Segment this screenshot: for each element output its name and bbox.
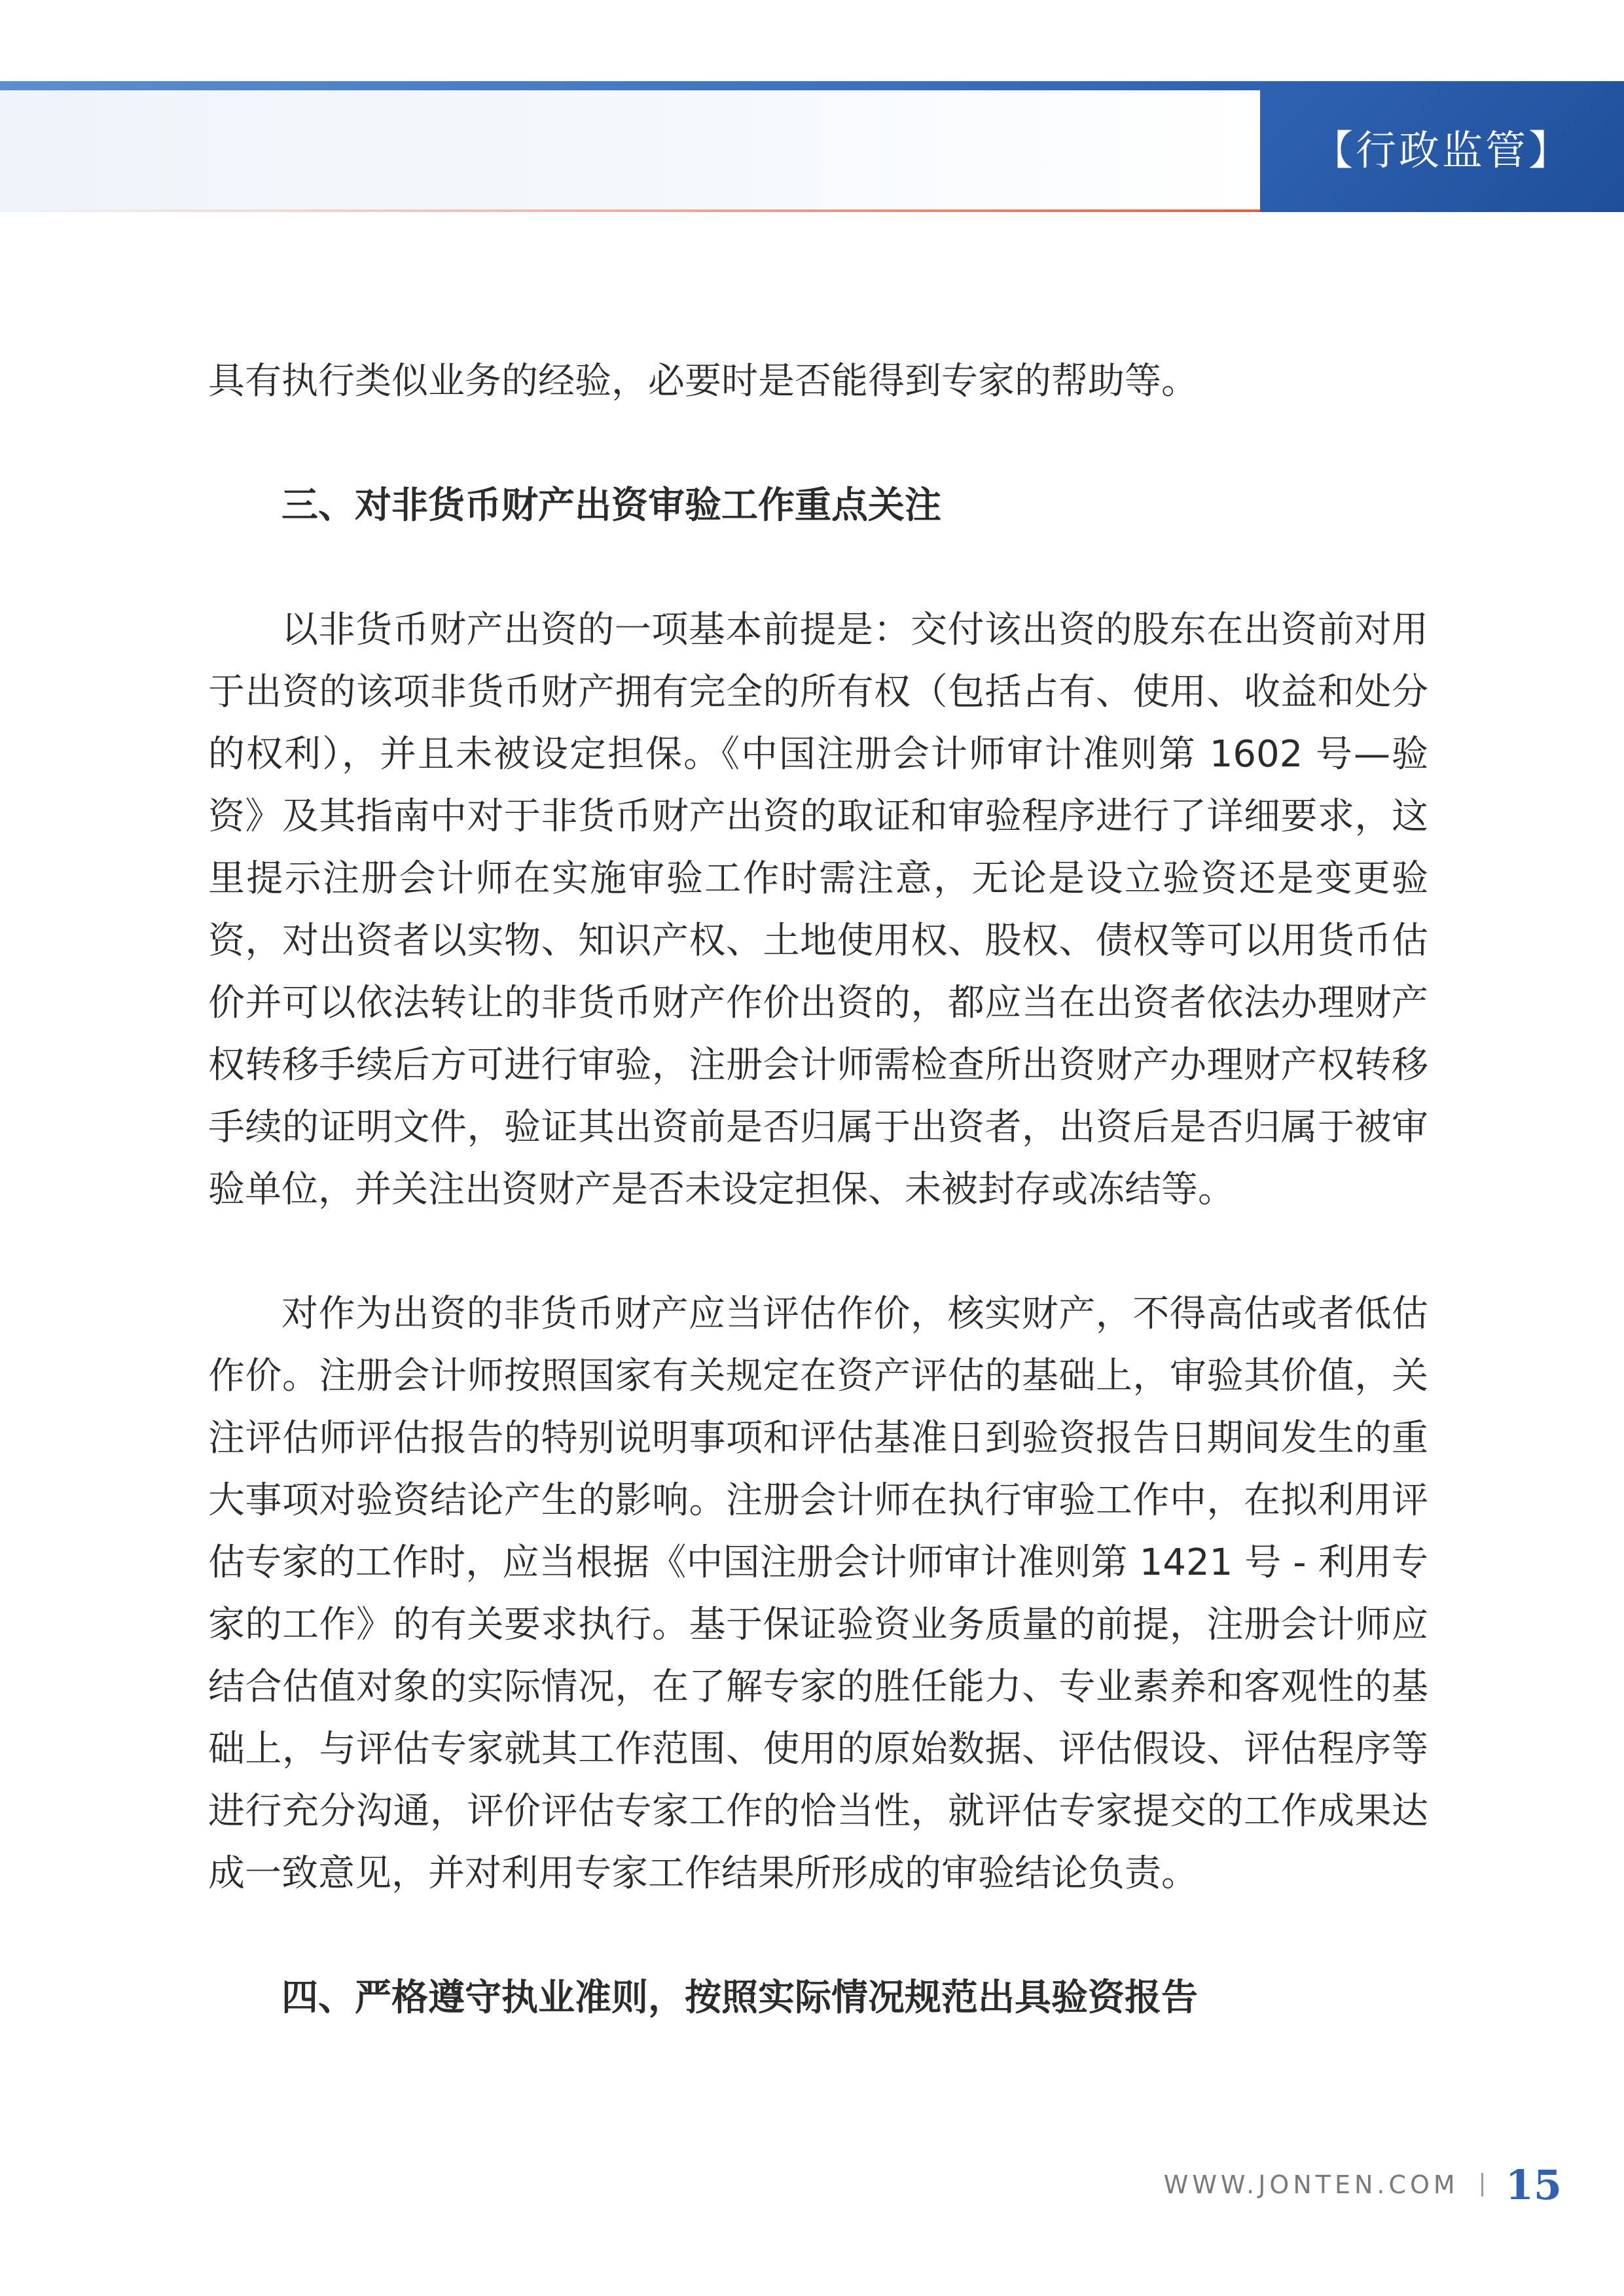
article-body [208,350,1428,2029]
section-tag-label: 【行政监管】 [1312,126,1572,174]
header-band [0,81,1260,212]
page-number: 15 [1505,2161,1562,2209]
footer-url: WWW.JONTEN.COM [1163,2170,1459,2199]
paragraph-2: 对作为出资的非货币财产应当评估作价，核实财产，不得高估或者低估作价。注册会计师按照国家有关规定在资产评估的基础上，审验其价值，关注评估师评估报告的特别说明事项和评估基准日到验资报告日期间发生的重大事项对验资结论产生的影响。注册会计师在执行审验工作中，在拟利用评估专家的工作时，应当根据《中国注册会计师审计准则第 1421 号 - 利用专家的工作》的有关要求执行。基于保证验资业务质量的前提，注册会计师应结合估值对象的实际情况，在了解专家的胜任能力、专业素养和客观性的基础上，与评估专家就其工作范围、使用的原始数据、评估假设、评估程序等进行充分沟通，评价评估专家工作的恰当性，就评估专家提交的工作成果达成一致意见，并对利用专家工作结果所形成的审验结论负责。 [208,1293,1428,1895]
paragraph-1: 以非货币财产出资的一项基本前提是：交付该出资的股东在出资前对用于出资的该项非货币财产拥有完全的所有权（包括占有、使用、收益和处分的权利），并且未被设定担保。《中国注册会计师审计准则第 1602 号—验资》及其指南中对于非货币财产出资的取证和审验程序进行了详细要求，这里提示注册会计师在实施审验工作时需注意，无论是设立验资还是变更验资，对出资者以实物、知识产权、土地使用权、股权、债权等可以用货币估价并可以依法转让的非货币财产作价出资的，都应当在出资者依法办理财产权转移手续后方可进行审验，注册会计师需检查所出资财产办理财产权转移手续的证明文件，验证其出资前是否归属于出资者，出资后是否归属于被审验单位，并关注出资财产是否未设定担保、未被封存或冻结等。 [208,609,1428,1211]
footer-divider [1481,2173,1483,2197]
section-heading-3: 三、对非货币财产出资审验工作重点关注 [281,484,941,527]
section-tag [1260,81,1624,212]
header-bottom-line [26,209,1260,212]
page-footer [1164,2159,1562,2211]
header-top-line [0,81,1260,90]
section-heading-4: 四、严格遵守执业准则，按照实际情况规范出具验资报告 [281,1977,1198,2019]
continued-paragraph: 具有执行类似业务的经验，必要时是否能得到专家的帮助等。 [208,360,1198,403]
